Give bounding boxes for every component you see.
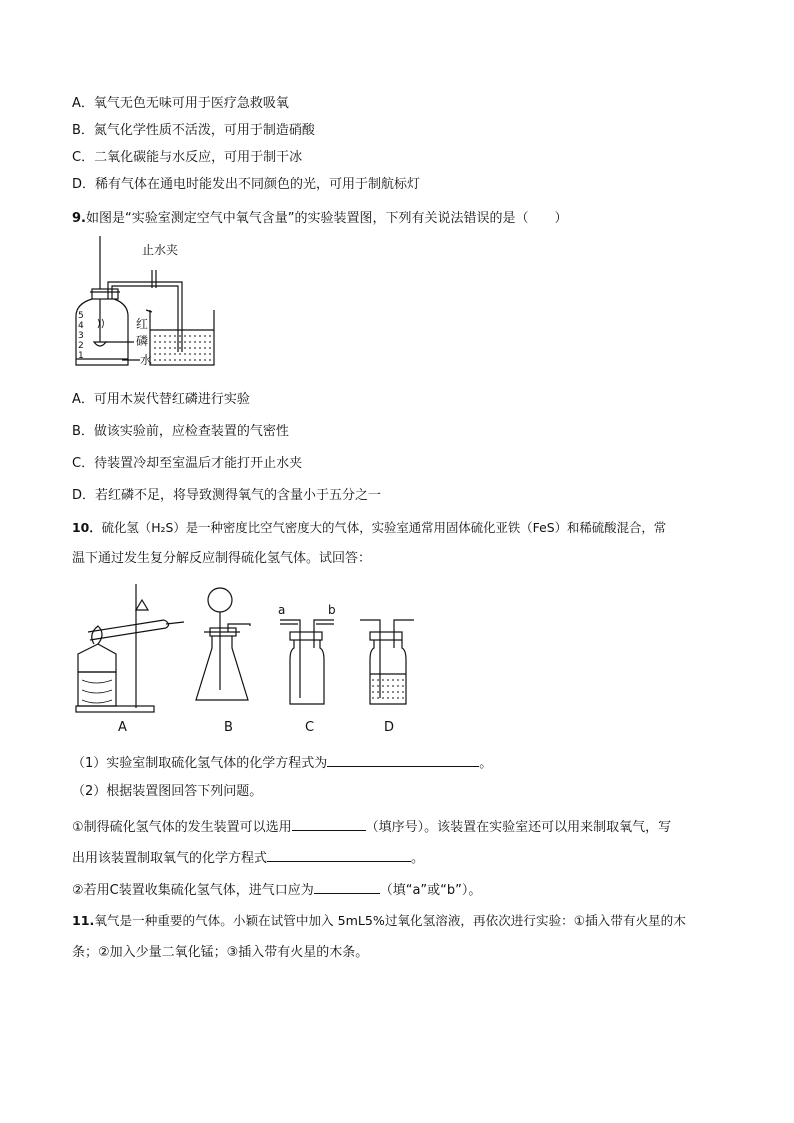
scale-mark-1: 1 <box>78 351 84 361</box>
q11-text-1: 氧气是一种重要的气体。小颖在试管中加入 5mL5%过氧化氢溶液，再依次进行实验：①插入带有火星的木 <box>94 913 686 928</box>
q11-number: 11. <box>72 913 95 928</box>
q10-sub1-text: （1）实验室制取硫化氢气体的化学方程式为 <box>72 756 328 771</box>
answer-blank-oxygen-equation[interactable] <box>267 848 411 862</box>
q10-sub2-1 <box>72 817 671 836</box>
q10-sub1 <box>72 753 492 772</box>
port-a-label: a <box>278 603 286 617</box>
q10-stem-line1 <box>72 520 666 536</box>
clamp-label: 止水夹 <box>142 243 179 257</box>
q9-number: 9. <box>72 211 86 226</box>
q10-sub2-1-mid: （填序号）。该装置在实验室还可以用来制取氧气，写 <box>365 820 672 835</box>
q10-sub2-1-line2 <box>72 848 424 867</box>
port-b-label: b <box>328 603 336 617</box>
q10-number: 10． <box>72 520 102 535</box>
apparatus-c-label: C <box>305 720 315 735</box>
q9-option-d: D．若红磷不足，将导致测得氧气的含量小于五分之一 <box>72 488 382 503</box>
q8-option-b: B．氮气化学性质不活泼，可用于制造硝酸 <box>72 123 315 138</box>
q11-line2: 条；②加入少量二氧化锰；③插入带有火星的木条。 <box>72 945 369 960</box>
q10-sub2: （2）根据装置图回答下列问题。 <box>72 784 263 799</box>
q9-stem <box>72 211 567 227</box>
q10-apparatus-figure <box>72 580 432 720</box>
apparatus-b-label: B <box>224 720 233 735</box>
answer-blank-equation[interactable] <box>327 753 479 767</box>
q10-stem-line2: 温下通过发生复分解反应制得硫化氢气体。试回答： <box>72 551 372 566</box>
apparatus-a-label: A <box>118 720 127 735</box>
q9-option-a: A．可用木炭代替红磷进行实验 <box>72 392 250 407</box>
q10-sub1-end: 。 <box>479 756 493 771</box>
q10-sub2-2 <box>72 880 481 899</box>
answer-blank-generator[interactable] <box>292 817 366 831</box>
apparatus-d-label: D <box>384 720 395 735</box>
scale-mark-5: 5 <box>78 311 84 321</box>
q10-sub2-1-text: ①制得硫化氢气体的发生装置可以选用 <box>72 820 292 835</box>
scale-mark-2: 2 <box>78 341 84 351</box>
q10-sub2-2-end: （填“a”或“b”）。 <box>379 883 482 898</box>
answer-blank-inlet[interactable] <box>314 880 380 894</box>
scale-mark-4: 4 <box>78 321 84 331</box>
q10-sub2-1-line2-end: 。 <box>411 851 425 866</box>
q9-apparatus-figure <box>72 232 222 372</box>
q8-option-a: A．氧气无色无味可用于医疗急救吸氧 <box>72 96 289 111</box>
q10-stem-text-1: 硫化氢（H₂S）是一种密度比空气密度大的气体，实验室通常用固体硫化亚铁（FeS）和稀硫酸混合，常 <box>101 520 667 535</box>
q10-sub2-1-line2-text: 出用该装置制取氧气的化学方程式 <box>72 851 268 866</box>
phosphorus-label-2: 磷 <box>136 334 149 348</box>
phosphorus-label-1: 红 <box>136 317 149 331</box>
water-label: 水 <box>140 353 153 367</box>
q9-option-b: B．做该实验前，应检查装置的气密性 <box>72 424 289 439</box>
q8-option-c: C．二氧化碳能与水反应，可用于制干冰 <box>72 150 303 165</box>
q11-line1 <box>72 913 686 929</box>
q10-sub2-2-text: ②若用C装置收集硫化氢气体，进气口应为 <box>72 883 314 898</box>
q9-option-c: C．待装置冷却至室温后才能打开止水夹 <box>72 456 303 471</box>
scale-mark-3: 3 <box>78 331 84 341</box>
q8-option-d: D．稀有气体在通电时能发出不同颜色的光，可用于制航标灯 <box>72 177 421 192</box>
q9-stem-text: 如图是“实验室测定空气中氧气含量”的实验装置图，下列有关说法错误的是（ ） <box>85 211 568 226</box>
